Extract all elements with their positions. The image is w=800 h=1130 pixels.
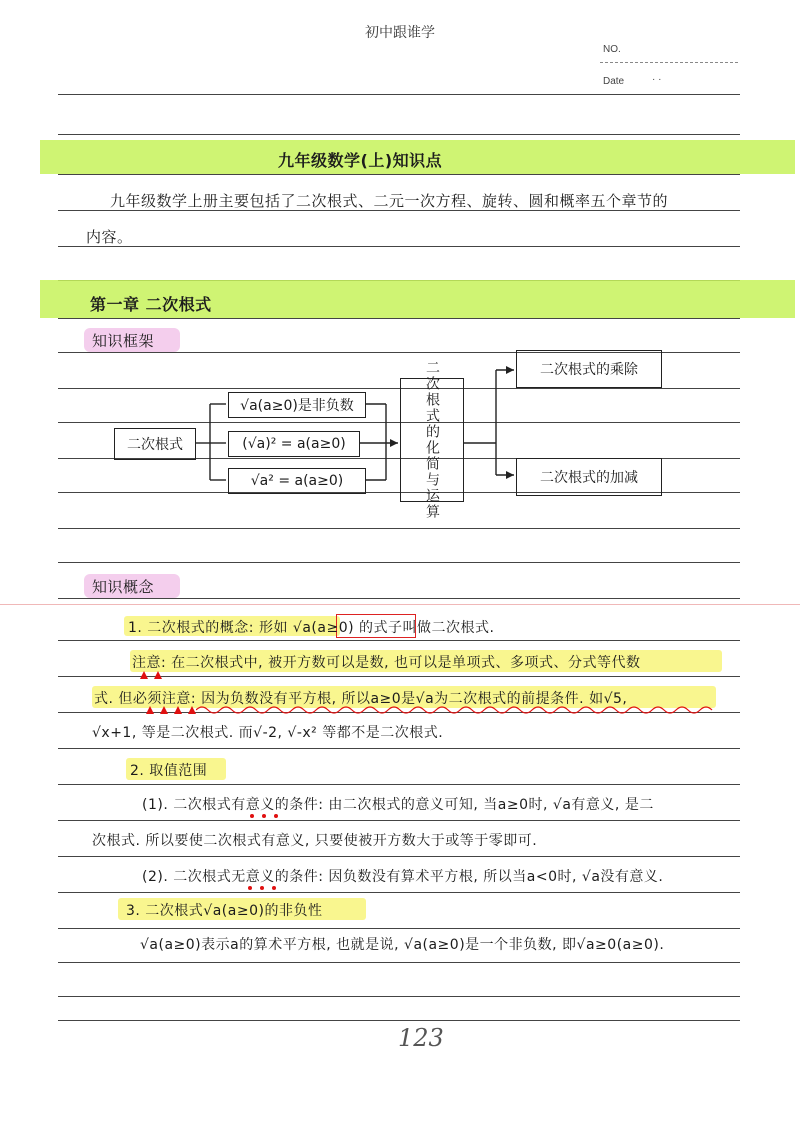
- arrow-head: [390, 439, 398, 447]
- emphasis-dot: [250, 814, 254, 818]
- framework-root-box: [114, 428, 196, 460]
- date-label: Date: [603, 76, 625, 87]
- note-line-1: 注意: 在二次根式中, 被开方数可以是数, 也可以是单项式、多项式、分式等代数: [132, 655, 641, 671]
- emphasis-mark: [188, 706, 196, 714]
- ruled-line: [58, 928, 740, 929]
- intro-line-1: 九年级数学上册主要包括了二次根式、二元一次方程、旋转、圆和概率五个章节的: [110, 192, 669, 210]
- section-2-1-line-2: 次根式. 所以要使二次根式有意义, 只要使被开方数大于或等于零即可.: [92, 833, 538, 849]
- emphasis-dot: [262, 814, 266, 818]
- framework-output-2-label: 二次根式的加减: [540, 470, 638, 486]
- emphasis-mark: [140, 671, 148, 679]
- ruled-line: [58, 640, 740, 641]
- ruled-line: [58, 784, 740, 785]
- concept-1: 1. 二次根式的概念: 形如 √a(a≥0) 的式子叫做二次根式.: [128, 620, 495, 636]
- section-2-2: (2). 二次根式无意义的条件: 因负数没有算术平方根, 所以当a<0时, √a没有意义.: [142, 869, 664, 885]
- framework-middle-box: [400, 360, 464, 520]
- arrow-head: [506, 366, 514, 374]
- emphasis-dot: [274, 814, 278, 818]
- framework-branch-2-label: (√a)² = a(a≥0): [242, 436, 346, 452]
- emphasis-mark: [174, 706, 182, 714]
- page-title: 九年级数学(上)知识点: [278, 151, 443, 170]
- framework-middle-label: 二次根式的化简与运算: [424, 360, 440, 520]
- chapter-title: 第一章 二次根式: [90, 295, 212, 314]
- framework-branch-2: [228, 431, 360, 457]
- emphasis-dot: [272, 886, 276, 890]
- section-3-title: 3. 二次根式√a(a≥0)的非负性: [126, 903, 323, 919]
- emphasis-mark: [154, 671, 162, 679]
- ruled-line: [58, 892, 740, 893]
- date-dots: · ·: [652, 74, 662, 85]
- fold-line: [0, 604, 800, 605]
- ruled-line: [58, 820, 740, 821]
- framework-output-2: [516, 458, 662, 496]
- arrow-head: [506, 471, 514, 479]
- framework-branch-3-label: √a² = a(a≥0): [250, 473, 344, 489]
- ruled-line: [58, 996, 740, 997]
- page-number: 123: [398, 1024, 444, 1052]
- ruled-line: [58, 1020, 740, 1021]
- ruled-line: [58, 748, 740, 749]
- emphasis-mark: [160, 706, 168, 714]
- ruled-line: [58, 856, 740, 857]
- framework-output-1: [516, 350, 662, 388]
- intro-line-2: 内容。: [86, 228, 133, 246]
- framework-output-1-label: 二次根式的乘除: [540, 362, 638, 378]
- watermark-text: 初中跟谁学: [365, 25, 435, 41]
- section-2-1-line-1: (1). 二次根式有意义的条件: 由二次根式的意义可知, 当a≥0时, √a有意义, 是二: [142, 797, 654, 813]
- framework-heading: 知识框架: [92, 332, 155, 350]
- no-label: NO.: [603, 44, 621, 55]
- note-line-3: √x+1, 等是二次根式. 而√-2, √-x² 等都不是二次根式.: [92, 725, 444, 741]
- note-line-2: 式. 但必须注意: 因为负数没有平方根, 所以a≥0是√a为二次根式的前提条件. 如√5,: [94, 691, 628, 707]
- ruled-line: [58, 962, 740, 963]
- framework-branch-1-label: √a(a≥0)是非负数: [240, 398, 354, 414]
- concepts-heading: 知识概念: [92, 578, 155, 596]
- emphasis-mark: [146, 706, 154, 714]
- wavy-underline: [196, 704, 716, 716]
- framework-branch-1: [228, 392, 366, 418]
- section-3-line: √a(a≥0)表示a的算术平方根, 也就是说, √a(a≥0)是一个非负数, 即√a≥0(a≥0).: [140, 937, 665, 953]
- section-2-title: 2. 取值范围: [130, 763, 208, 779]
- framework-root-label: 二次根式: [127, 437, 183, 453]
- framework-branch-3: [228, 468, 366, 494]
- emphasis-dot: [248, 886, 252, 890]
- emphasis-dot: [260, 886, 264, 890]
